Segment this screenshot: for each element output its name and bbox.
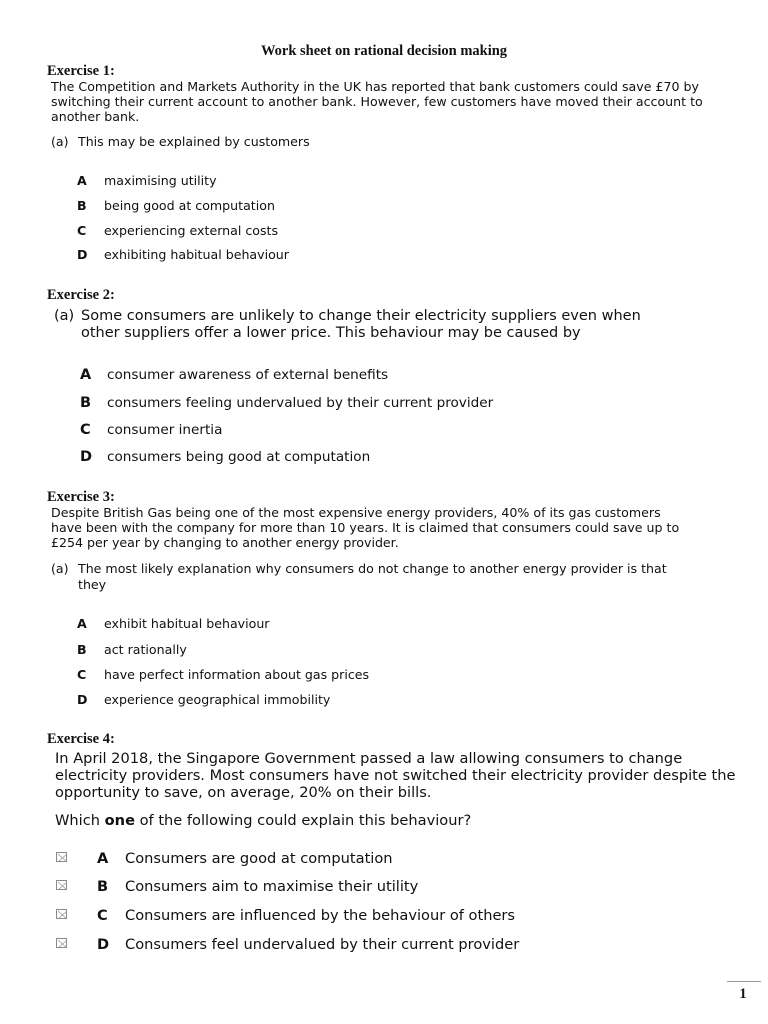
question-label: (a) — [51, 134, 69, 149]
option-text: consumers feeling undervalued by their current provider — [107, 395, 494, 411]
option-text: experience geographical immobility — [104, 692, 331, 707]
checkbox-icon[interactable] — [56, 909, 67, 919]
page-title: Work sheet on rational decision making — [260, 43, 508, 59]
option-letter: B — [77, 198, 87, 213]
option-text: consumer awareness of external benefits — [107, 367, 389, 383]
exercise-4-heading: Exercise 4: — [47, 731, 115, 747]
option-letter: C — [77, 667, 87, 682]
page-number-box — [727, 981, 761, 1008]
question-label: (a) — [54, 308, 75, 324]
option-letter: D — [77, 247, 88, 262]
option-text: consumer inertia — [107, 422, 223, 438]
question-label: (a) — [51, 561, 69, 576]
exercise-4-intro: In April 2018, the Singapore Government passed a law allowing consumers to change electricity providers. Most consumers have not switched their electricity provider despite the opportunity to save, on average, 20% on their bills. — [55, 750, 736, 801]
checkbox-icon[interactable] — [56, 880, 67, 890]
option-letter: A — [97, 850, 109, 867]
option-text: consumers being good at computation — [107, 449, 371, 465]
option-letter: B — [80, 395, 92, 411]
option-letter: B — [77, 642, 87, 657]
option-text: exhibit habitual behaviour — [104, 616, 270, 631]
prompt-after: of the following could explain this behaviour? — [134, 812, 472, 829]
option-text: being good at computation — [104, 198, 275, 213]
checkbox-icon[interactable] — [56, 938, 67, 948]
option-letter: C — [80, 422, 91, 438]
option-text: Consumers aim to maximise their utility — [125, 878, 419, 895]
option-letter: D — [97, 936, 110, 953]
option-text: have perfect information about gas prices — [104, 667, 370, 682]
option-letter: C — [97, 907, 108, 924]
question-text: The most likely explanation why consumers do not change to another energy provider is that they — [78, 561, 667, 592]
exercise-2-heading: Exercise 2: — [47, 287, 115, 303]
exercise-3-intro: Despite British Gas being one of the most expensive energy providers, 40% of its gas customers have been with the company for more than 10 years. It is claimed that consumers could save up to £254 per year by changing to another energy provider. — [51, 505, 680, 550]
option-letter: C — [77, 223, 87, 238]
option-text: act rationally — [104, 642, 187, 657]
option-letter: A — [80, 367, 92, 383]
option-text: Consumers feel undervalued by their current provider — [125, 936, 520, 953]
option-letter: D — [77, 692, 88, 707]
page-number: 1 — [739, 986, 747, 1002]
option-letter: A — [77, 173, 87, 188]
option-text: Consumers are influenced by the behaviour of others — [125, 907, 516, 924]
option-text: experiencing external costs — [104, 223, 279, 238]
question-text: Some consumers are unlikely to change their electricity suppliers even when other suppliers offer a lower price. This behaviour may be caused by — [81, 308, 641, 341]
option-text: exhibiting habitual behaviour — [104, 247, 289, 262]
option-letter: D — [80, 449, 93, 465]
option-text: Consumers are good at computation — [125, 850, 393, 867]
exercise-4-prompt — [55, 812, 471, 829]
exercise-3-heading: Exercise 3: — [47, 489, 115, 505]
exercise-1-heading: Exercise 1: — [47, 63, 115, 79]
checkbox-icon[interactable] — [56, 852, 67, 862]
prompt-emphasis: one — [104, 812, 135, 829]
option-letter: A — [77, 616, 87, 631]
option-text: maximising utility — [104, 173, 217, 188]
question-text: This may be explained by customers — [78, 134, 310, 149]
option-letter: B — [97, 878, 109, 895]
exercise-1-intro: The Competition and Markets Authority in the UK has reported that bank customers could save £70 by switching their current account to another bank. However, few customers have moved their account to another bank. — [51, 79, 703, 124]
prompt-before: Which — [55, 812, 105, 829]
